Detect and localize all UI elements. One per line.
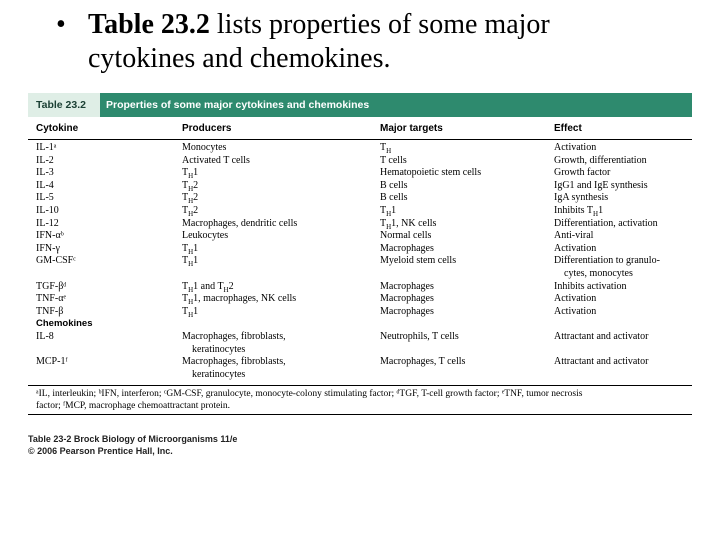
cytokine-cell: TNF-β	[36, 305, 64, 317]
bullet-line-1	[88, 8, 688, 42]
cytokine-cell: IL-1ᵃ	[36, 142, 57, 153]
effect-cell: Activation	[554, 242, 597, 254]
table-row	[28, 268, 692, 281]
targets-cell: B cells	[380, 179, 408, 191]
cytokine-cell: TNF-αᵉ	[36, 293, 67, 305]
cytokine-cell: IFN-γ	[36, 242, 60, 254]
cytokine-cell: MCP-1ᶠ	[36, 356, 68, 368]
table-number: Table 23.2	[28, 93, 100, 117]
col-header-producers: Producers	[182, 123, 232, 134]
producers-cell: $T_H1$	[182, 305, 199, 319]
effect-cell: Inhibits $T_H1$	[554, 204, 604, 218]
bullet-dot: •	[56, 9, 66, 40]
credit-line-2: © 2006 Pearson Prentice Hall, Inc.	[28, 446, 173, 456]
col-header-targets: Major targets	[380, 123, 443, 134]
effect-cell: Differentiation to granulo-	[554, 255, 660, 267]
producers-cell: keratinocytes	[192, 368, 246, 380]
effect-cell: Activation	[554, 293, 597, 305]
cytokine-cell: TGF-βᵈ	[36, 280, 67, 292]
cytokine-cell: IFN-αᵇ	[36, 230, 64, 242]
credit-line-1: Table 23-2 Brock Biology of Microorganisms 11/e	[28, 434, 238, 444]
column-headers	[28, 121, 692, 140]
producers-cell: $T_H2$	[182, 204, 199, 218]
table-row	[28, 255, 692, 268]
targets-cell: Macrophages	[380, 280, 434, 292]
effect-cell: Growth, differentiation	[554, 154, 647, 166]
table-footnote	[28, 386, 692, 412]
table-row	[28, 369, 692, 382]
effect-cell: Anti-viral	[554, 230, 594, 242]
cytokine-cell: IL-8	[36, 330, 54, 342]
producers-cell: $T_H1$	[182, 167, 199, 181]
table-row	[28, 306, 692, 319]
producers-cell: Leukocytes	[182, 230, 229, 242]
table-row	[28, 205, 692, 218]
bottom-rule	[28, 414, 692, 415]
table-row	[28, 281, 692, 294]
effect-cell: cytes, monocytes	[564, 267, 633, 279]
cytokine-table	[28, 93, 692, 415]
targets-cell: Myeloid stem cells	[380, 255, 457, 267]
targets-cell: Macrophages	[380, 293, 434, 305]
targets-cell: B cells	[380, 192, 408, 204]
producers-cell: $T_H1$, macrophages, NK cells	[182, 293, 297, 307]
col-header-effect: Effect	[554, 123, 582, 134]
effect-cell: Activation	[554, 305, 597, 317]
cytokine-cell: GM-CSFᶜ	[36, 255, 76, 267]
table-row	[28, 344, 692, 357]
table-row	[28, 356, 692, 369]
producers-cell: $T_H2$	[182, 179, 199, 193]
cytokine-cell: IL-12	[36, 217, 59, 229]
effect-cell: IgA synthesis	[554, 192, 609, 204]
cytokine-cell: IL-3	[36, 167, 54, 179]
chemokines-section-label	[28, 318, 692, 331]
cytokine-cell: IL-2	[36, 154, 54, 166]
table-row	[28, 218, 692, 231]
producers-cell: Macrophages, fibroblasts,	[182, 356, 286, 368]
effect-cell: Growth factor	[554, 167, 611, 179]
producers-cell: $T_H1$	[182, 255, 199, 269]
producers-cell: $T_H1$ and $T_H2$	[182, 280, 234, 294]
effect-cell: Activation	[554, 142, 597, 153]
cytokine-rows	[28, 142, 692, 318]
table-row	[28, 293, 692, 306]
table-title: Properties of some major cytokines and chemokines	[106, 99, 370, 111]
chemokine-rows	[28, 331, 692, 381]
producers-cell: Macrophages, dendritic cells	[182, 217, 298, 229]
effect-cell: Attractant and activator	[554, 330, 649, 342]
table-header-bar	[28, 93, 692, 117]
table-row	[28, 192, 692, 205]
table-row	[28, 155, 692, 168]
producers-cell: Activated T cells	[182, 154, 250, 166]
targets-cell: Hematopoietic stem cells	[380, 167, 482, 179]
targets-cell: $T_H$	[380, 142, 392, 155]
effect-cell: Inhibits activation	[554, 280, 627, 292]
cytokine-cell: IL-5	[36, 192, 54, 204]
table-row	[28, 167, 692, 180]
footnote-line-2: factor; ᶠMCP, macrophage chemoattractant protein.	[36, 401, 231, 412]
targets-cell: $T_H1$	[380, 204, 397, 218]
targets-cell: Macrophages, T cells	[380, 356, 466, 368]
producers-cell: Monocytes	[182, 142, 227, 153]
table-row	[28, 331, 692, 344]
table-row	[28, 180, 692, 193]
section-label: Chemokines	[36, 318, 93, 330]
table-row	[28, 142, 692, 155]
producers-cell: $T_H1$	[182, 242, 199, 256]
targets-cell: Macrophages	[380, 305, 434, 317]
producers-cell: $T_H2$	[182, 192, 199, 206]
footnote-line-1: ᵃIL, interleukin; ᵇIFN, interferon; ᶜGM-CSF, granulocyte, monocyte-colony stimulating factor; ᵈTGF, T-cell growth factor; ᵉTNF, tumor necrosis	[36, 389, 583, 400]
table-row	[28, 230, 692, 243]
cytokine-cell: IL-10	[36, 204, 59, 216]
producers-cell: Macrophages, fibroblasts,	[182, 330, 286, 342]
targets-cell: Macrophages	[380, 242, 434, 254]
col-header-cytokine: Cytokine	[36, 123, 79, 134]
cytokine-cell: IL-4	[36, 179, 54, 191]
effect-cell: IgG1 and IgE synthesis	[554, 179, 648, 191]
targets-cell: $T_H1$, NK cells	[380, 217, 437, 231]
source-credit	[28, 433, 237, 457]
targets-cell: T cells	[380, 154, 407, 166]
targets-cell: Normal cells	[380, 230, 432, 242]
bullet-bold-ref: Table 23.2	[88, 9, 210, 40]
bullet-rest: lists properties of some major	[209, 9, 550, 40]
table-row	[28, 243, 692, 256]
targets-cell: Neutrophils, T cells	[380, 330, 459, 342]
producers-cell: keratinocytes	[192, 343, 246, 355]
bullet-line-2: cytokines and chemokines.	[88, 43, 391, 74]
effect-cell: Differentiation, activation	[554, 217, 658, 229]
effect-cell: Attractant and activator	[554, 356, 649, 368]
